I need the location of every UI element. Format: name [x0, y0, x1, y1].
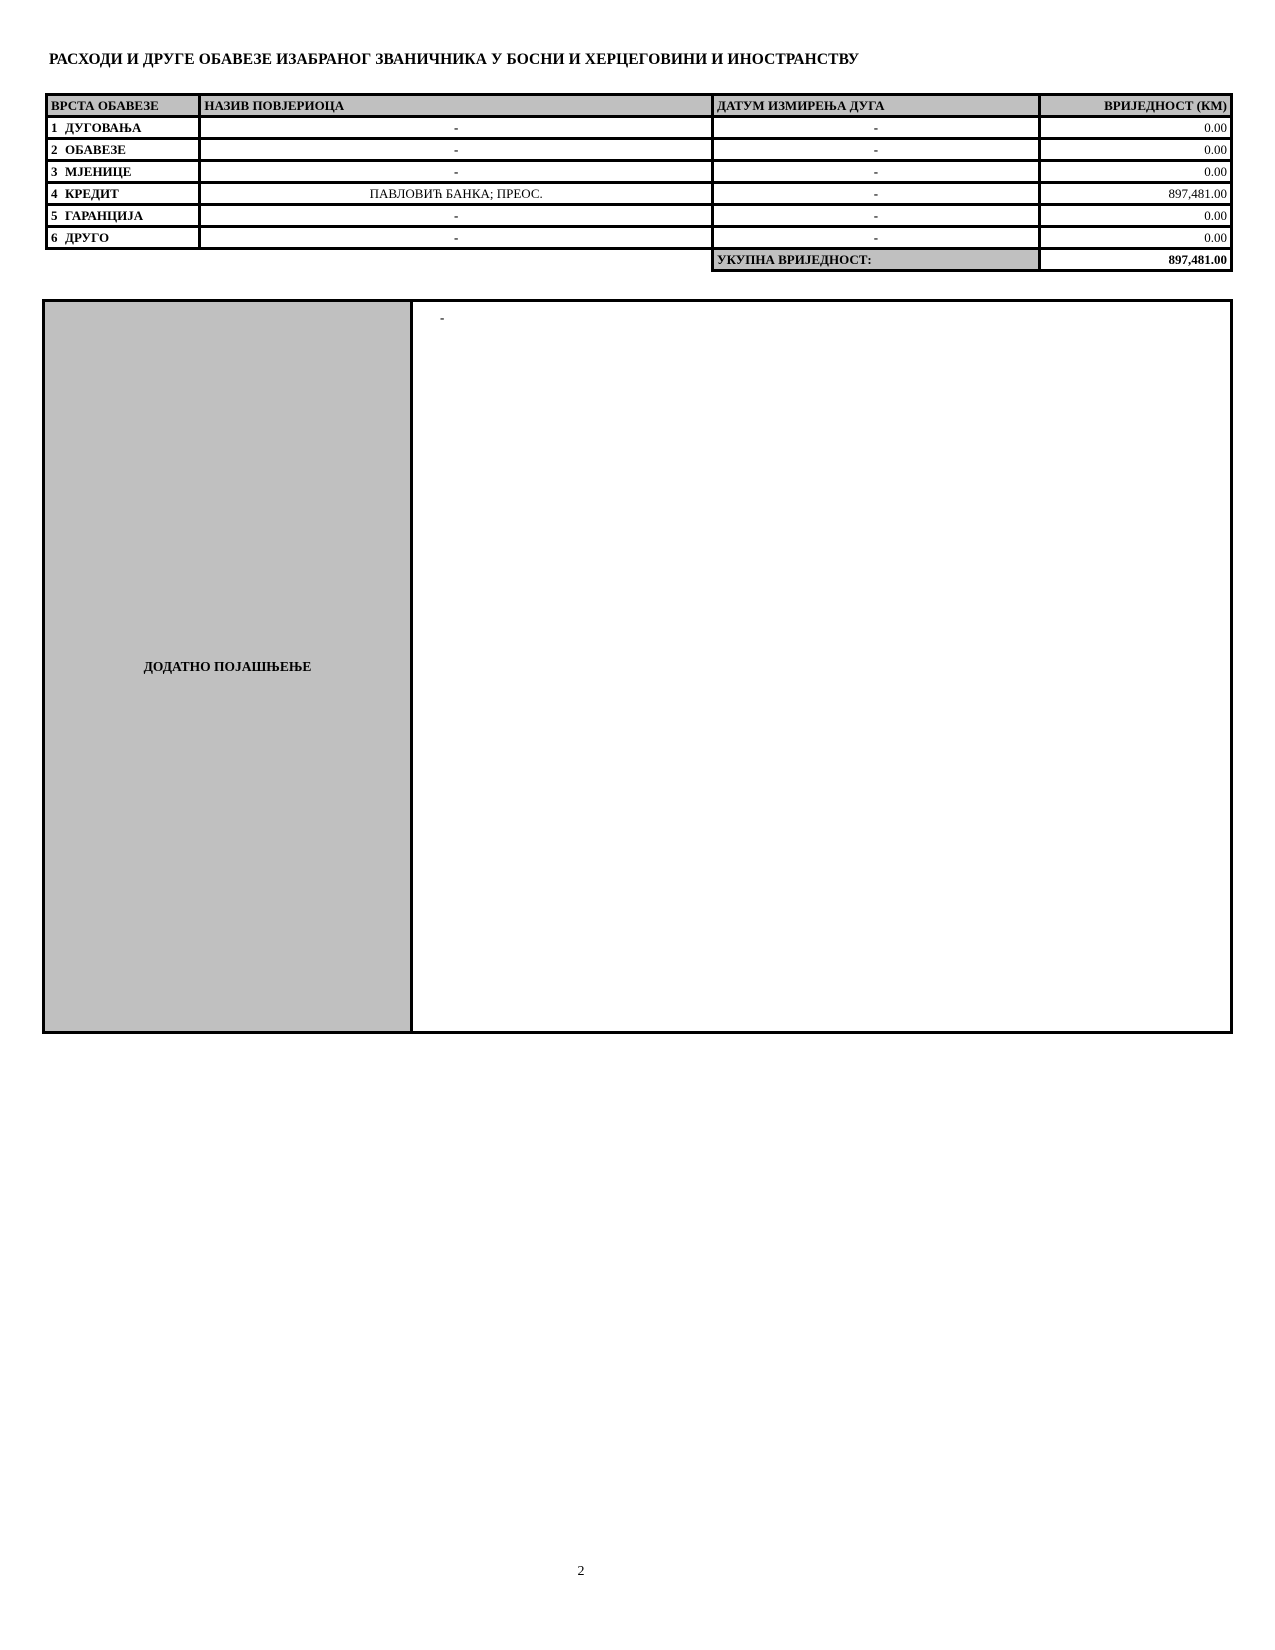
header-settlement-date: ДАТУМ ИЗМИРЕЊА ДУГА [713, 95, 1040, 117]
row-number: 4 [51, 185, 58, 201]
row-type-label: ГАРАНЦИЈА [65, 207, 144, 223]
header-value: ВРИЈЕДНОСТ (КМ) [1039, 95, 1231, 117]
row-type-label: ДУГОВАЊА [65, 119, 142, 135]
row-value: 0.00 [1039, 161, 1231, 183]
row-value: 0.00 [1039, 227, 1231, 249]
document-title: РАСХОДИ И ДРУГЕ ОБАВЕЗЕ ИЗАБРАНОГ ЗВАНИЧНИКА У БОСНИ И ХЕРЦЕГОВИНИ И ИНОСТРАНСТВУ [49, 51, 860, 68]
table-row [47, 161, 1232, 183]
row-date: - [713, 183, 1040, 205]
row-value: 0.00 [1039, 117, 1231, 139]
row-creditor: - [200, 117, 713, 139]
row-creditor: - [200, 161, 713, 183]
row-number: 3 [51, 163, 58, 179]
row-type [47, 227, 200, 249]
table-row [47, 227, 1232, 249]
row-type [47, 161, 200, 183]
page-number: 2 [577, 1564, 585, 1579]
row-type-label: ОБАВЕЗЕ [65, 141, 126, 157]
row-value: 897,481.00 [1039, 183, 1231, 205]
additional-explanation-text: - [440, 310, 445, 325]
row-number: 5 [51, 207, 58, 223]
row-value: 0.00 [1039, 139, 1231, 161]
table-header-row [47, 95, 1232, 117]
obligations-table [45, 93, 1233, 272]
row-value: 0.00 [1039, 205, 1231, 227]
table-row [47, 205, 1232, 227]
additional-explanation-box [42, 299, 1233, 1034]
row-date: - [713, 161, 1040, 183]
row-creditor: ПАВЛОВИЋ БАНКА; ПРЕОС. [200, 183, 713, 205]
row-number: 2 [51, 141, 58, 157]
row-type [47, 117, 200, 139]
total-row [47, 249, 1232, 271]
additional-explanation-content [413, 302, 1230, 1031]
row-creditor: - [200, 205, 713, 227]
additional-explanation-label: ДОДАТНО ПОЈАШЊЕЊЕ [45, 302, 413, 1031]
row-number: 6 [51, 229, 58, 245]
header-obligation-type: ВРСТА ОБАВЕЗЕ [47, 95, 200, 117]
total-value: 897,481.00 [1039, 249, 1231, 271]
row-number: 1 [51, 119, 58, 135]
row-type-label: ДРУГО [65, 229, 110, 245]
row-date: - [713, 117, 1040, 139]
row-type [47, 183, 200, 205]
table-row [47, 117, 1232, 139]
row-creditor: - [200, 227, 713, 249]
table-row [47, 139, 1232, 161]
row-date: - [713, 227, 1040, 249]
row-type-label: КРЕДИТ [65, 185, 119, 201]
total-label: УКУПНА ВРИЈЕДНОСТ: [713, 249, 1040, 271]
table-row [47, 183, 1232, 205]
row-creditor: - [200, 139, 713, 161]
row-type [47, 139, 200, 161]
total-spacer [47, 249, 713, 271]
row-type-label: МЈЕНИЦЕ [65, 163, 132, 179]
row-date: - [713, 205, 1040, 227]
row-date: - [713, 139, 1040, 161]
header-creditor: НАЗИВ ПОВЈЕРИОЦА [200, 95, 713, 117]
row-type [47, 205, 200, 227]
